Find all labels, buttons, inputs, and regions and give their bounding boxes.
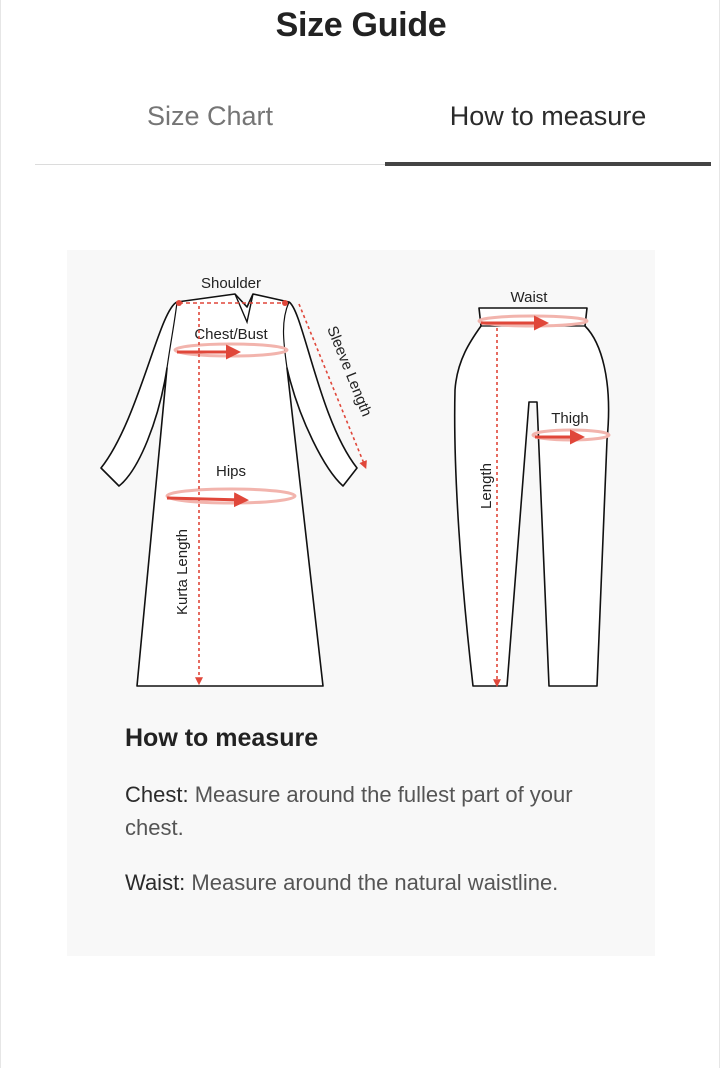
shoulder-label: Shoulder (200, 275, 262, 292)
measure-guide-card (67, 250, 655, 956)
tab-size-chart[interactable]: Size Chart (146, 101, 274, 131)
thigh-label: Thigh (551, 410, 589, 427)
tab-how-to-measure[interactable]: How to measure (385, 80, 711, 164)
chest-instruction-text: Measure around the fullest part of your chest. (125, 782, 573, 840)
waist-instruction (125, 866, 605, 899)
measurement-diagram (67, 250, 655, 710)
pants-length-label: Length (478, 463, 495, 509)
page-title: Size Guide (275, 6, 447, 44)
chest-term: Chest: (125, 782, 189, 807)
waist-label: Waist (510, 289, 548, 306)
chest-label: Chest/Bust (194, 326, 268, 343)
sleeve-length-label: Sleeve Length (323, 323, 376, 419)
tab-bar (35, 80, 711, 165)
measure-section-title: How to measure (125, 724, 319, 752)
waist-term: Waist: (125, 870, 186, 895)
chest-instruction (125, 778, 605, 844)
hips-label: Hips (215, 463, 247, 480)
kurta-length-label: Kurta Length (174, 529, 191, 615)
waist-instruction-text: Measure around the natural waistline. (185, 870, 559, 895)
